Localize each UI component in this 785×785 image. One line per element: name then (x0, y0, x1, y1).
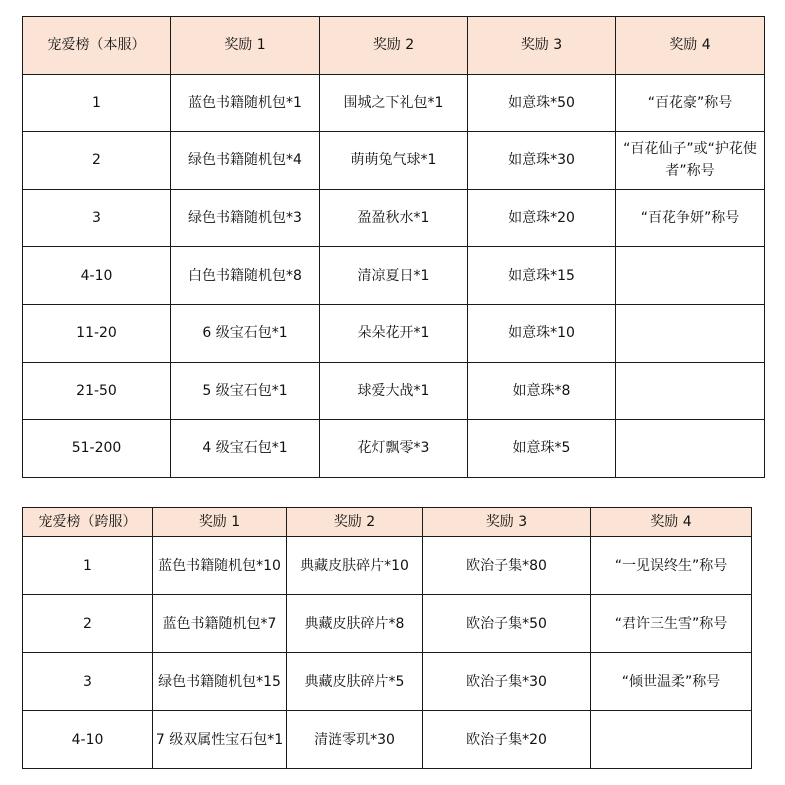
table-header-row (23, 17, 765, 75)
reward-cell: 如意珠*8 (468, 362, 616, 420)
reward-cell: “百花仙子”或“护花使者”称号 (616, 132, 765, 190)
header-cell: 奖励 3 (423, 508, 591, 537)
reward-cell: 典藏皮肤碎片*5 (287, 653, 423, 711)
reward-cell: 典藏皮肤碎片*10 (287, 537, 423, 595)
header-cell: 奖励 4 (616, 17, 765, 75)
reward-cell: “君许三生雪”称号 (591, 595, 752, 653)
reward-cell: “百花争妍”称号 (616, 189, 765, 247)
table-row (23, 595, 752, 653)
rank-cell: 2 (23, 595, 153, 653)
reward-cell: 盈盈秋水*1 (320, 189, 468, 247)
table-row (23, 247, 765, 305)
reward-cell: 4 级宝石包*1 (171, 420, 320, 478)
header-cell: 奖励 2 (287, 508, 423, 537)
reward-cell: 绿色书籍随机包*15 (153, 653, 287, 711)
cross-ranking-table (22, 507, 752, 769)
reward-cell: 蓝色书籍随机包*10 (153, 537, 287, 595)
reward-cell: 欧治子集*80 (423, 537, 591, 595)
reward-cell: 球爱大战*1 (320, 362, 468, 420)
reward-cell: 如意珠*15 (468, 247, 616, 305)
rank-cell: 4-10 (23, 247, 171, 305)
reward-cell: 清凉夏日*1 (320, 247, 468, 305)
table-row (23, 304, 765, 362)
reward-cell: 如意珠*50 (468, 74, 616, 132)
reward-cell: 蓝色书籍随机包*1 (171, 74, 320, 132)
reward-cell: 7 级双属性宝石包*1 (153, 711, 287, 769)
rank-cell: 51-200 (23, 420, 171, 478)
rank-cell: 3 (23, 653, 153, 711)
rank-cell: 21-50 (23, 362, 171, 420)
reward-cell (616, 304, 765, 362)
reward-cell: 绿色书籍随机包*3 (171, 189, 320, 247)
reward-cell: 朵朵花开*1 (320, 304, 468, 362)
table-row (23, 537, 752, 595)
header-cell: 宠爱榜（本服） (23, 17, 171, 75)
reward-cell: 欧治子集*30 (423, 653, 591, 711)
reward-cell: “一见误终生”称号 (591, 537, 752, 595)
table-row (23, 420, 765, 478)
reward-cell: 白色书籍随机包*8 (171, 247, 320, 305)
local-ranking-table (22, 16, 765, 478)
rank-cell: 3 (23, 189, 171, 247)
reward-cell: 如意珠*5 (468, 420, 616, 478)
reward-cell: 清涟零玑*30 (287, 711, 423, 769)
reward-cell: 如意珠*10 (468, 304, 616, 362)
header-cell: 奖励 3 (468, 17, 616, 75)
reward-cell: 如意珠*30 (468, 132, 616, 190)
header-cell: 奖励 2 (320, 17, 468, 75)
header-cell: 奖励 1 (153, 508, 287, 537)
reward-cell: 欧治子集*20 (423, 711, 591, 769)
reward-cell: 萌萌兔气球*1 (320, 132, 468, 190)
table-row (23, 189, 765, 247)
reward-cell: 5 级宝石包*1 (171, 362, 320, 420)
reward-cell: 6 级宝石包*1 (171, 304, 320, 362)
reward-cell: 如意珠*20 (468, 189, 616, 247)
rank-cell: 11-20 (23, 304, 171, 362)
reward-cell (616, 420, 765, 478)
header-cell: 宠爱榜（跨服） (23, 508, 153, 537)
table-header-row (23, 508, 752, 537)
table-row (23, 711, 752, 769)
rank-cell: 1 (23, 74, 171, 132)
table-row (23, 653, 752, 711)
reward-cell: “倾世温柔”称号 (591, 653, 752, 711)
header-cell: 奖励 1 (171, 17, 320, 75)
rank-cell: 2 (23, 132, 171, 190)
reward-cell: “百花豪”称号 (616, 74, 765, 132)
reward-cell (616, 247, 765, 305)
reward-cell: 欧治子集*50 (423, 595, 591, 653)
reward-cell: 花灯飘零*3 (320, 420, 468, 478)
table-row (23, 74, 765, 132)
reward-cell (591, 711, 752, 769)
rank-cell: 1 (23, 537, 153, 595)
reward-cell: 围城之下礼包*1 (320, 74, 468, 132)
header-cell: 奖励 4 (591, 508, 752, 537)
reward-cell: 蓝色书籍随机包*7 (153, 595, 287, 653)
table-row (23, 132, 765, 190)
table-row (23, 362, 765, 420)
rank-cell: 4-10 (23, 711, 153, 769)
reward-cell: 典藏皮肤碎片*8 (287, 595, 423, 653)
reward-cell: 绿色书籍随机包*4 (171, 132, 320, 190)
reward-cell (616, 362, 765, 420)
